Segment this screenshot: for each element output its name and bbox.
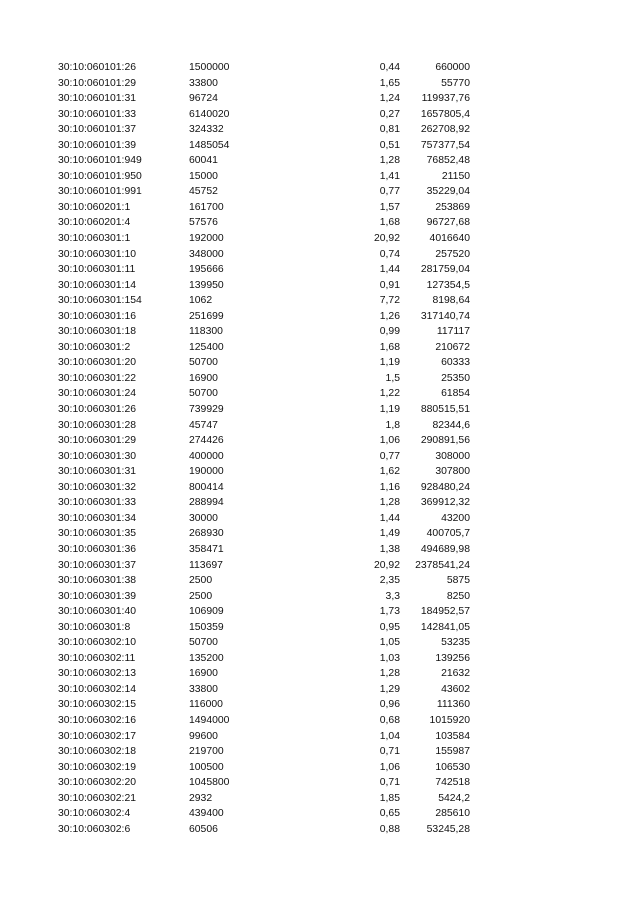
rate-cell: 0,74 (379, 248, 400, 260)
area-cell: 2500 (189, 575, 213, 587)
cadastral-number-cell: 30:10:060301:18 (58, 326, 137, 338)
rate-cell: 1,85 (379, 792, 400, 804)
cadastral-number-cell: 30:10:060302:18 (58, 746, 137, 758)
value-cell: 96727,68 (426, 217, 470, 229)
rate-cell: 1,28 (379, 497, 400, 509)
area-cell: 60041 (189, 155, 218, 167)
cadastral-number-cell: 30:10:060302:13 (58, 668, 137, 680)
rate-cell: 0,96 (379, 699, 400, 711)
cadastral-number-cell: 30:10:060301:2 (58, 341, 131, 353)
cadastral-number-cell: 30:10:060301:8 (58, 621, 131, 633)
value-cell: 61854 (441, 388, 470, 400)
table-row (0, 464, 640, 480)
area-cell: 219700 (189, 746, 224, 758)
table-row (0, 371, 640, 387)
area-cell: 150359 (189, 621, 224, 633)
area-cell: 1494000 (189, 714, 230, 726)
area-cell: 1500000 (189, 62, 230, 73)
area-cell: 15000 (189, 170, 218, 182)
rate-cell: 0,51 (379, 139, 400, 151)
table-row (0, 682, 640, 698)
area-cell: 400000 (189, 450, 224, 462)
cadastral-number-cell: 30:10:060301:1 (58, 233, 131, 245)
rate-cell: 1,16 (379, 481, 400, 493)
area-cell: 192000 (189, 233, 224, 245)
cadastral-number-cell: 30:10:060301:36 (58, 543, 137, 555)
rate-cell: 3,3 (385, 590, 400, 602)
table-row (0, 651, 640, 667)
cadastral-number-cell: 30:10:060301:154 (58, 295, 142, 307)
value-cell: 25350 (441, 372, 470, 384)
area-cell: 125400 (189, 341, 224, 353)
cadastral-number-cell: 30:10:060101:37 (58, 124, 137, 136)
area-cell: 96724 (189, 93, 218, 105)
cadastral-number-cell: 30:10:060301:22 (58, 372, 137, 384)
cadastral-number-cell: 30:10:060101:949 (58, 155, 142, 167)
table-row (0, 775, 640, 791)
value-cell: 53245,28 (426, 823, 470, 835)
table-row (0, 386, 640, 402)
table-row (0, 247, 640, 263)
cadastral-number-cell: 30:10:060301:16 (58, 310, 137, 322)
table-row (0, 278, 640, 294)
area-cell: 16900 (189, 668, 218, 680)
value-cell: 253869 (435, 201, 470, 213)
area-cell: 2500 (189, 590, 213, 602)
cadastral-number-cell: 30:10:060301:38 (58, 575, 137, 587)
area-cell: 57576 (189, 217, 218, 229)
value-cell: 127354,5 (426, 279, 470, 291)
cadastral-number-cell: 30:10:060101:31 (58, 93, 137, 105)
table-row (0, 76, 640, 92)
area-cell: 60506 (189, 823, 218, 835)
table-row (0, 200, 640, 216)
cadastral-number-cell: 30:10:060201:4 (58, 217, 131, 229)
cadastral-number-cell: 30:10:060302:6 (58, 823, 131, 835)
value-cell: 281759,04 (420, 264, 470, 276)
value-cell: 103584 (435, 730, 470, 742)
rate-cell: 0,77 (379, 450, 400, 462)
cadastral-number-cell: 30:10:060101:39 (58, 139, 137, 151)
value-cell: 43200 (441, 512, 470, 524)
cadastral-number-cell: 30:10:060302:17 (58, 730, 137, 742)
value-cell: 119937,76 (421, 93, 470, 105)
rate-cell: 1,57 (379, 201, 400, 213)
value-cell: 742518 (435, 777, 470, 789)
rate-cell: 1,73 (379, 606, 400, 618)
rate-cell: 0,71 (379, 777, 400, 789)
area-cell: 50700 (189, 388, 218, 400)
value-cell: 117117 (436, 326, 470, 338)
area-cell: 190000 (189, 466, 224, 478)
table-row (0, 526, 640, 542)
table-row (0, 589, 640, 605)
value-cell: 5875 (446, 575, 470, 587)
value-cell: 142841,05 (420, 621, 470, 633)
cadastral-number-cell: 30:10:060301:20 (58, 357, 137, 369)
value-cell: 369912,32 (420, 497, 470, 509)
value-cell: 757377,54 (420, 139, 470, 151)
table-row (0, 806, 640, 822)
cadastral-number-cell: 30:10:060301:11 (58, 264, 136, 276)
rate-cell: 0,68 (379, 714, 400, 726)
area-cell: 1062 (189, 295, 213, 307)
area-cell: 30000 (189, 512, 218, 524)
value-cell: 4016640 (429, 233, 470, 245)
value-cell: 494689,98 (420, 543, 470, 555)
value-cell: 106530 (435, 761, 470, 773)
table-row (0, 729, 640, 745)
table-row (0, 107, 640, 123)
table-row (0, 620, 640, 636)
cadastral-number-cell: 30:10:060301:37 (58, 559, 137, 571)
table-row (0, 511, 640, 527)
table-row (0, 542, 640, 558)
table-row (0, 122, 640, 138)
cadastral-number-cell: 30:10:060301:31 (58, 466, 137, 478)
value-cell: 928480,24 (420, 481, 470, 493)
rate-cell: 1,06 (379, 435, 400, 447)
rate-cell: 1,65 (379, 77, 400, 89)
table-row (0, 697, 640, 713)
value-cell: 1015920 (429, 714, 470, 726)
cadastral-number-cell: 30:10:060301:29 (58, 435, 137, 447)
rate-cell: 1,28 (379, 155, 400, 167)
area-cell: 135200 (189, 652, 224, 664)
cadastral-number-cell: 30:10:060302:20 (58, 777, 137, 789)
cadastral-number-cell: 30:10:060301:34 (58, 512, 137, 524)
area-cell: 50700 (189, 357, 218, 369)
area-cell: 739929 (189, 404, 224, 416)
table-row (0, 184, 640, 200)
value-cell: 660000 (435, 62, 470, 73)
rate-cell: 1,5 (385, 372, 400, 384)
cadastral-number-cell: 30:10:060302:11 (58, 652, 136, 664)
cadastral-number-cell: 30:10:060101:33 (58, 108, 137, 120)
value-cell: 55770 (441, 77, 470, 89)
rate-cell: 0,88 (379, 823, 400, 835)
value-cell: 21632 (441, 668, 470, 680)
area-cell: 288994 (189, 497, 224, 509)
area-cell: 161700 (189, 201, 224, 213)
cadastral-number-cell: 30:10:060101:29 (58, 77, 137, 89)
rate-cell: 1,62 (379, 466, 400, 478)
value-cell: 76852,48 (426, 155, 470, 167)
value-cell: 307800 (435, 466, 470, 478)
table-row (0, 433, 640, 449)
value-cell: 1657805,4 (420, 108, 470, 120)
table-row (0, 744, 640, 760)
rate-cell: 1,05 (379, 637, 400, 649)
rate-cell: 1,44 (379, 512, 400, 524)
cadastral-number-cell: 30:10:060301:33 (58, 497, 137, 509)
cadastral-number-cell: 30:10:060302:10 (58, 637, 137, 649)
cadastral-number-cell: 30:10:060101:950 (58, 170, 142, 182)
cadastral-number-cell: 30:10:060301:26 (58, 404, 137, 416)
cadastral-number-cell: 30:10:060301:39 (58, 590, 137, 602)
value-cell: 400705,7 (426, 528, 470, 540)
table-row (0, 558, 640, 574)
area-cell: 33800 (189, 683, 218, 695)
rate-cell: 0,44 (379, 62, 400, 73)
rate-cell: 0,71 (379, 746, 400, 758)
value-cell: 35229,04 (426, 186, 470, 198)
table-row (0, 340, 640, 356)
cadastral-number-cell: 30:10:060302:21 (58, 792, 137, 804)
table-row (0, 449, 640, 465)
table-row (0, 138, 640, 154)
value-cell: 82344,6 (432, 419, 470, 431)
cadastral-number-cell: 30:10:060301:30 (58, 450, 137, 462)
table-row (0, 760, 640, 776)
area-cell: 45752 (189, 186, 218, 198)
cadastral-number-cell: 30:10:060302:16 (58, 714, 137, 726)
cadastral-number-cell: 30:10:060101:991 (58, 186, 142, 198)
table-row (0, 480, 640, 496)
area-cell: 16900 (189, 372, 218, 384)
rate-cell: 1,68 (379, 341, 400, 353)
table-row (0, 324, 640, 340)
value-cell: 317140,74 (420, 310, 470, 322)
area-cell: 45747 (189, 419, 218, 431)
cadastral-number-cell: 30:10:060301:14 (58, 279, 137, 291)
area-cell: 2932 (189, 792, 213, 804)
table-row (0, 169, 640, 185)
rate-cell: 0,77 (379, 186, 400, 198)
cadastral-number-cell: 30:10:060301:35 (58, 528, 137, 540)
table-row (0, 604, 640, 620)
value-cell: 184952,57 (420, 606, 470, 618)
area-cell: 195666 (189, 264, 224, 276)
table-row (0, 293, 640, 309)
table-row (0, 231, 640, 247)
table-row (0, 215, 640, 231)
area-cell: 99600 (189, 730, 218, 742)
value-cell: 210672 (435, 341, 470, 353)
cadastral-number-cell: 30:10:060301:28 (58, 419, 137, 431)
value-cell: 880515,51 (420, 404, 470, 416)
cadastral-number-cell: 30:10:060301:32 (58, 481, 137, 493)
cadastral-number-cell: 30:10:060302:4 (58, 808, 131, 820)
value-cell: 290891,56 (420, 435, 470, 447)
rate-cell: 20,92 (373, 233, 400, 245)
cadastral-number-cell: 30:10:060201:1 (58, 201, 131, 213)
area-cell: 50700 (189, 637, 218, 649)
area-cell: 324332 (189, 124, 224, 136)
rate-cell: 1,29 (379, 683, 400, 695)
area-cell: 439400 (189, 808, 224, 820)
area-cell: 268930 (189, 528, 224, 540)
value-cell: 53235 (441, 637, 470, 649)
value-cell: 5424,2 (438, 792, 470, 804)
table-row (0, 713, 640, 729)
table-row (0, 791, 640, 807)
rate-cell: 1,06 (379, 761, 400, 773)
rate-cell: 1,19 (379, 357, 400, 369)
rate-cell: 1,22 (379, 388, 400, 400)
value-cell: 262708,92 (420, 124, 470, 136)
cadastral-number-cell: 30:10:060302:14 (58, 683, 137, 695)
table-row (0, 635, 640, 651)
table-row (0, 355, 640, 371)
rate-cell: 1,49 (379, 528, 400, 540)
rate-cell: 0,65 (379, 808, 400, 820)
value-cell: 2378541,24 (415, 559, 470, 571)
cadastral-number-cell: 30:10:060101:26 (58, 62, 137, 73)
rate-cell: 7,72 (379, 295, 400, 307)
rate-cell: 1,38 (379, 543, 400, 555)
rate-cell: 0,91 (379, 279, 400, 291)
value-cell: 60333 (441, 357, 470, 369)
rate-cell: 0,99 (379, 326, 400, 338)
area-cell: 800414 (189, 481, 224, 493)
value-cell: 257520 (435, 248, 470, 260)
table-row (0, 309, 640, 325)
value-cell: 139256 (435, 652, 470, 664)
rate-cell: 1,8 (385, 419, 400, 431)
table-row (0, 822, 640, 838)
area-cell: 106909 (189, 606, 224, 618)
data-table (0, 60, 640, 837)
value-cell: 308000 (435, 450, 470, 462)
rate-cell: 1,41 (379, 170, 400, 182)
rate-cell: 0,95 (379, 621, 400, 633)
value-cell: 111360 (436, 699, 470, 711)
area-cell: 118300 (189, 326, 223, 338)
area-cell: 33800 (189, 77, 218, 89)
table-row (0, 60, 640, 76)
cadastral-number-cell: 30:10:060302:19 (58, 761, 137, 773)
table-row (0, 573, 640, 589)
area-cell: 358471 (189, 543, 224, 555)
area-cell: 6140020 (189, 108, 230, 120)
rate-cell: 1,26 (379, 310, 400, 322)
value-cell: 8250 (446, 590, 470, 602)
table-row (0, 418, 640, 434)
value-cell: 285610 (435, 808, 470, 820)
table-row (0, 153, 640, 169)
area-cell: 1485054 (189, 139, 230, 151)
rate-cell: 1,04 (379, 730, 400, 742)
value-cell: 8198,64 (432, 295, 470, 307)
value-cell: 43602 (441, 683, 470, 695)
cadastral-number-cell: 30:10:060301:10 (58, 248, 137, 260)
area-cell: 274426 (189, 435, 224, 447)
rate-cell: 1,19 (379, 404, 400, 416)
table-row (0, 495, 640, 511)
area-cell: 251699 (189, 310, 224, 322)
area-cell: 1045800 (189, 777, 230, 789)
area-cell: 116000 (189, 699, 223, 711)
area-cell: 348000 (189, 248, 224, 260)
rate-cell: 1,03 (379, 652, 400, 664)
area-cell: 113697 (189, 559, 223, 571)
area-cell: 139950 (189, 279, 224, 291)
cadastral-number-cell: 30:10:060302:15 (58, 699, 137, 711)
table-row (0, 91, 640, 107)
table-row (0, 402, 640, 418)
cadastral-number-cell: 30:10:060301:40 (58, 606, 137, 618)
value-cell: 155987 (435, 746, 470, 758)
table-row (0, 666, 640, 682)
table-row (0, 262, 640, 278)
rate-cell: 2,35 (379, 575, 400, 587)
rate-cell: 1,28 (379, 668, 400, 680)
rate-cell: 1,44 (379, 264, 400, 276)
rate-cell: 20,92 (373, 559, 400, 571)
value-cell: 21150 (441, 170, 470, 182)
cadastral-number-cell: 30:10:060301:24 (58, 388, 137, 400)
rate-cell: 1,24 (379, 93, 400, 105)
rate-cell: 1,68 (379, 217, 400, 229)
rate-cell: 0,81 (379, 124, 400, 136)
area-cell: 100500 (189, 761, 224, 773)
rate-cell: 0,27 (379, 108, 400, 120)
